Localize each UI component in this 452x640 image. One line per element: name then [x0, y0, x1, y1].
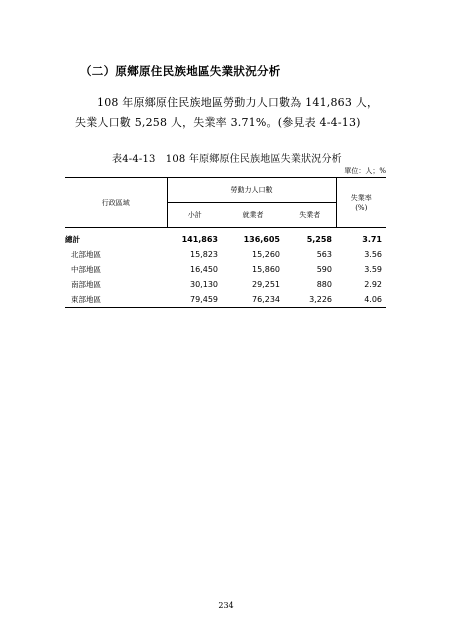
- header-employed: 就業者: [242, 211, 264, 219]
- header-unemployment-rate: [336, 178, 386, 228]
- subtotal-cell: 15,823: [190, 250, 218, 259]
- table-row: [65, 292, 386, 308]
- header-labor-force: 勞動力人口數: [167, 178, 336, 203]
- employed-cell: 136,605: [243, 235, 280, 244]
- subtotal-cell: 30,130: [190, 280, 218, 289]
- employed-cell: 76,234: [252, 295, 280, 304]
- body-paragraph: 108 年原鄉原住民族地區勞動力人口數為 141,863 人，失業人口數 5,258 人，失業率 3.71%。(參見表 4-4-13): [75, 96, 379, 129]
- table-unit-note: 單位：人；%: [344, 167, 386, 175]
- header-rate-line2: (%): [355, 203, 368, 212]
- subtotal-cell: 16,450: [190, 265, 218, 274]
- unemployed-cell: 563: [316, 250, 332, 259]
- rate-cell: 3.71: [362, 235, 382, 244]
- unemployed-cell: 880: [316, 280, 332, 289]
- employed-cell: 15,860: [252, 265, 280, 274]
- header-unemployed: 失業者: [284, 203, 336, 228]
- region-cell: 總計: [65, 235, 80, 244]
- subtotal-cell: 141,863: [181, 235, 218, 244]
- rate-cell: 3.59: [364, 265, 382, 274]
- region-cell: 南部地區: [71, 280, 101, 289]
- employed-cell: 15,260: [252, 250, 280, 259]
- unemployed-cell: 3,226: [309, 295, 332, 304]
- table-caption: 表4-4-13 108 年原鄉原住民族地區失業狀況分析: [112, 154, 342, 165]
- employed-cell: 29,251: [252, 280, 280, 289]
- table-row: [65, 247, 386, 262]
- unemployed-cell: 590: [316, 265, 332, 274]
- rate-cell: 3.56: [364, 250, 382, 259]
- rate-cell: 2.92: [364, 280, 382, 289]
- table-row-total: [65, 232, 386, 247]
- rate-cell: 4.06: [364, 295, 382, 304]
- page-number: 234: [218, 601, 234, 610]
- section-heading: （二）原鄉原住民族地區失業狀況分析: [80, 64, 281, 78]
- region-cell: 東部地區: [71, 295, 101, 304]
- region-cell: 中部地區: [71, 265, 101, 274]
- unemployment-table: [65, 177, 386, 308]
- header-rate-line1: 失業率: [350, 193, 372, 202]
- header-region: 行政區域: [101, 198, 130, 207]
- unemployed-cell: 5,258: [306, 235, 332, 244]
- table-row: [65, 277, 386, 292]
- table-row: [65, 262, 386, 277]
- header-subtotal: 小計: [167, 203, 222, 228]
- subtotal-cell: 79,459: [190, 295, 218, 304]
- region-cell: 北部地區: [71, 250, 101, 259]
